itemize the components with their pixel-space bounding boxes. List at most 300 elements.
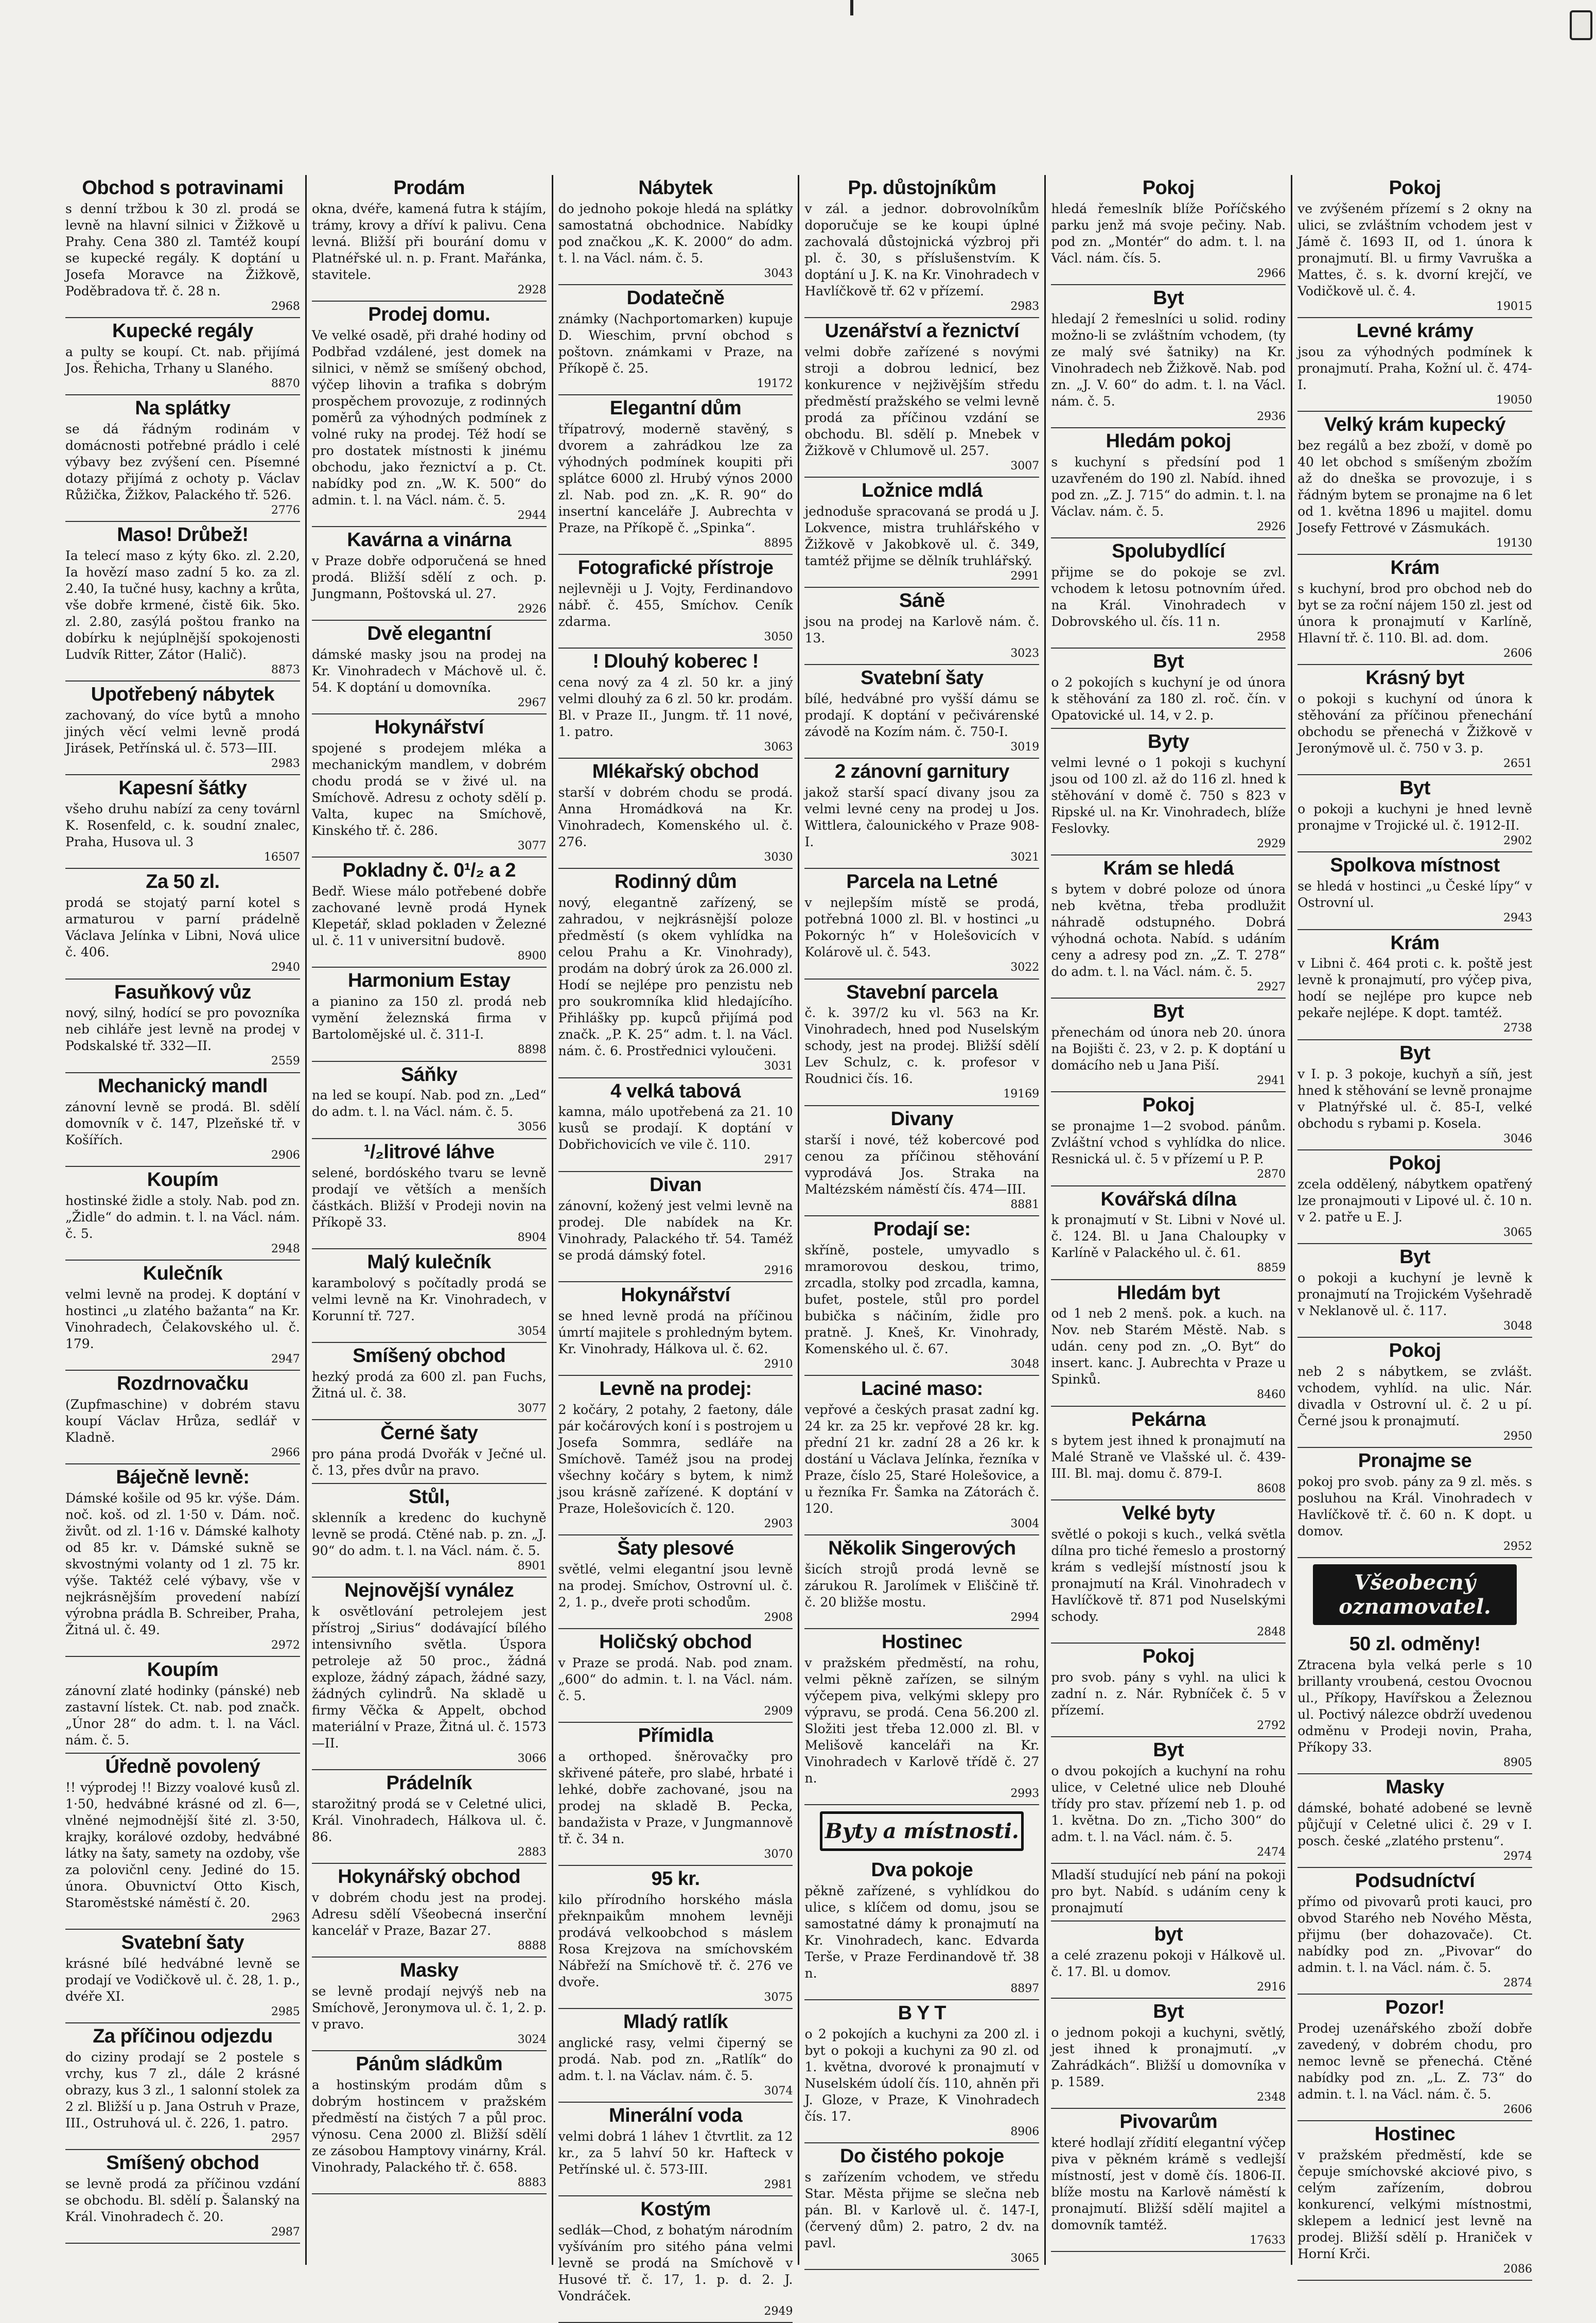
classified-ad <box>1297 318 1532 412</box>
classified-ad <box>1297 852 1532 930</box>
ad-number: 2928 <box>517 283 547 296</box>
ad-heading: Masky <box>399 1960 459 1982</box>
classified-ad <box>804 869 1039 979</box>
ad-heading: Pokoj <box>1142 177 1195 199</box>
ad-number: 3043 <box>764 267 793 280</box>
ad-heading: Spolubydlící <box>1112 540 1225 563</box>
ad-number: 2950 <box>1503 1429 1532 1443</box>
ad-heading: Černé šaty <box>380 1422 478 1444</box>
ad-heading: Laciné maso: <box>861 1377 983 1400</box>
ad-number: 3023 <box>1010 647 1040 660</box>
classified-ad <box>312 1484 547 1578</box>
ad-text: se dá řádným rodinám v domácnosti potřebné prádlo i celé výbavy bez zvýšení cen. Písemné dotazy přijímá z ochoty p. Václav Růžička, Žižkov, Palackého tř. 526. <box>65 422 300 503</box>
ad-number: 3030 <box>764 851 793 864</box>
ad-heading: Nábytek <box>638 177 713 199</box>
ad-text: hledá řemeslník blíže Poříčského parku jenž má svoje pečiny. Nab. pod zn. „Montér“ do adm. t. l. na Václ. nám. čís. 5. <box>1051 201 1286 266</box>
classified-ad <box>1051 175 1286 285</box>
ad-number: 2949 <box>764 2305 793 2318</box>
ad-text: krásné bílé hedvábné levně se prodají ve Vodičkově ul. č. 28, 1. p., dvéře XI. <box>65 1955 300 2004</box>
ad-number: 2917 <box>764 1154 793 1167</box>
ad-number: 2086 <box>1503 2263 1532 2276</box>
classified-ad <box>65 1657 300 1754</box>
ad-text: s kuchyní, brod pro obchod neb do byt se za roční nájem 150 zl. jest od února k pronajmutí v Karlíně, Hlavní tř. č. 110. Bl. ad. dom. <box>1297 581 1532 646</box>
ad-heading: Velké byty <box>1121 1502 1215 1524</box>
ad-heading: 95 kr. <box>651 1868 700 1890</box>
ad-heading: Pokladny č. 0¹/₂ a 2 <box>342 860 516 882</box>
classified-ad <box>65 2150 300 2244</box>
ad-text: zánovní, kožený jest velmi levně na prodej. Dle nabídek na Kr. Vinohrady, Palackého tř. 54. Taméž se prodá dámský fotel. <box>558 1198 793 1263</box>
section-heading: Všeobecný oznamovatel. <box>1313 1564 1517 1625</box>
ad-text: nový, silný, hodící se pro povozníka neb cihláře jest levně na prodej v Podskalské tř. 332—II. <box>65 1005 300 1054</box>
ad-heading: byt <box>1154 1923 1183 1945</box>
classified-ad <box>558 1376 793 1535</box>
ad-text: a celé zrazenu pokoji v Hálkově ul. č. 17. Bl. u domov. <box>1051 1947 1286 1979</box>
ad-heading: Pokoj <box>1142 1094 1195 1116</box>
ad-text: pro pána prodá Dvořák v Ječné ul. č. 13, přes dvůr na pravo. <box>311 1446 547 1478</box>
classified-ad <box>804 980 1039 1106</box>
ad-heading: Přímidla <box>638 1725 713 1747</box>
ad-heading: Mlékařský obchod <box>592 761 759 783</box>
ad-text: přenechám od února neb 20. února na Bojišti č. 23, v 2. p. K doptání u domácího neb u Jana Piší. <box>1051 1025 1286 1073</box>
ad-heading: Pp. důstojníkům <box>848 177 996 199</box>
classified-ad <box>1051 1644 1286 1737</box>
classified-ad <box>804 1216 1039 1376</box>
ad-text: pěkně zařízené, s vyhlídkou do ulice, s klíčem od domu, jsou se samostatné dámy k pronajmutí na Kr. Vinohradech, kanc. Edvarda Terše, v Praze Ferdinandově tř. 38 n. <box>804 1883 1040 1981</box>
ad-heading: Báječně levně: <box>116 1466 250 1488</box>
ad-text: Dámské košile od 95 kr. výše. Dám. noč. koš. od zl. 1·50 v. Dám. noč. živůt. od zl. 1·16 v. Dámské kalhoty od 85 kr. v. Dámské sukně se skvostnými volanty od 1 zl. 75 kr. výše. Taktéž celé výbavy, vše v nejkrásnějším provedení nabízí výrobna prádla B. Schreiber, Praha, Žitná ul. č. 49. <box>65 1490 300 1637</box>
ad-text: hezký prodá za 600 zl. pan Fuchs, Žitná ul. č. 38. <box>311 1369 547 1401</box>
ad-text: hledají 2 řemeslníci u solid. rodiny možno-li se zvláštním vchodem, (ty ze malý své šatniky) na Kr. Vinohradech neb Žižkově. Nab. pod zn. „J. V. 60“ do adm. t. l. na Václ. nám. č. 5. <box>1051 311 1286 409</box>
ad-text: (Zupfmaschine) v dobrém stavu koupí Václav Hrůza, sedlář v Kladně. <box>65 1396 300 1445</box>
ad-number: 2926 <box>1257 520 1286 534</box>
ad-heading: Pivovarům <box>1119 2111 1218 2133</box>
ad-text: na led se koupí. Nab. pod zn. „Led“ do adm. t. l. na Václ. nám. č. 5. <box>311 1088 547 1120</box>
classified-ad <box>804 1535 1039 1629</box>
ad-heading: ! Dlouhý koberec ! <box>592 651 759 673</box>
ad-number: 8873 <box>271 663 300 677</box>
ad-text: Ia telecí maso z kýty 6ko. zl. 2.20, Ia hovězí maso zadní 5 ko. za zl. 2.40, Ia tučné husy, kachny a krůta, vše dobře krmené, čistě 6ik. 5ko. zl. 2.80, zasýlá poštou franko na dobírku k nejúplnější spokojenosti Ludvík Ritter, Zátor (Halič). <box>65 548 300 662</box>
classified-ad <box>1051 1092 1286 1186</box>
ad-text: velmi levné o 1 pokoji s kuchyní jsou od 100 zl. až do 116 zl. hned k stěhování v domě č. 750 s 823 v Ripské ul. na Kr. Vinohradech, blíže Feslovky. <box>1051 755 1286 836</box>
classified-ad <box>1051 855 1286 999</box>
classified-ad <box>558 869 793 1078</box>
ad-heading: Divany <box>890 1108 954 1130</box>
classified-ad <box>312 527 547 621</box>
classified-ad <box>1297 1040 1532 1150</box>
ad-heading: Upotřebený nábytek <box>91 684 275 706</box>
ad-text: s zařízením vchodem, ve středu Star. Města přijme se slečna neb pán. Bl. v Karlově ul. č. 147-I, (červený dům) 2. patro, 2 dv. na pavl. <box>804 2170 1040 2251</box>
classified-ad <box>1051 428 1286 538</box>
ad-heading: Pokoj <box>1142 1645 1195 1667</box>
ad-number: 2906 <box>271 1148 300 1162</box>
classified-ad <box>558 1282 793 1376</box>
ad-heading: Pozor! <box>1385 1997 1445 2019</box>
ad-number: 2974 <box>1503 1849 1532 1863</box>
ad-heading: Kulečník <box>143 1262 223 1284</box>
ad-text: od 1 neb 2 menš. pok. a kuch. na Nov. neb Starém Městě. Nab. s udán. ceny pod zn. „O. Byt“ do insert. kanc. J. Aubrechta v Praze u Spinků. <box>1051 1306 1286 1387</box>
ad-number: 2738 <box>1503 1022 1532 1035</box>
classified-ad <box>804 588 1039 665</box>
classified-ad <box>65 2023 300 2150</box>
classified-ad <box>1297 930 1532 1040</box>
ad-heading: Sáně <box>899 590 945 612</box>
ad-text: s kuchyní s předsíní pod 1 uzavřeném do 190 zl. Nabíd. ihned pod zn. „Z. J. 715“ do admin. t. l. na Václav. nám. č. 5. <box>1051 455 1286 519</box>
classified-ad <box>65 1261 300 1371</box>
ad-text: starší v dobrém chodu se prodá. Anna Hromádková na Kr. Vinohradech, Komenského ul. č. 276. <box>558 785 793 850</box>
ad-text: starší i nové, též kobercové pod cenou za příčinou stěhování vyprodává Jos. Straka na Maltézském náměstí čís. 474—III. <box>804 1132 1040 1197</box>
ad-text: o pokoji a kuchyni je hned levně pronajme v Trojické ul. č. 1912-II. <box>1297 801 1532 833</box>
classified-ad <box>1297 1150 1532 1244</box>
ad-text: v dobrém chodu jest na prodej. Adresu sdělí Všeobecná inserční kancelář v Praze, Bazar 27. <box>311 1890 547 1938</box>
classified-ad <box>1297 665 1532 775</box>
ad-heading: Nejnovější vynález <box>344 1579 514 1601</box>
ad-number: 3070 <box>764 1847 793 1861</box>
ad-text: velmi levně na prodej. K doptání v hostinci „u zlatého bažanta“ na Kr. Vinohradech, Čelakovského ul. č. 179. <box>65 1286 300 1351</box>
classified-ad <box>312 1249 547 1343</box>
ad-heading: Fasuňkový vůz <box>114 981 251 1003</box>
ad-number: 8883 <box>517 2176 547 2190</box>
ad-heading: Smíšený obchod <box>353 1344 506 1367</box>
classified-ad <box>312 858 547 968</box>
classified-ad <box>1051 729 1286 855</box>
ad-heading: Dvě elegantní <box>367 623 492 645</box>
ad-number: 2957 <box>271 2132 300 2145</box>
classified-ad <box>312 1139 547 1249</box>
classified-ad <box>312 1864 547 1958</box>
ad-heading: Hokynářství <box>374 717 484 739</box>
ad-number: 8904 <box>517 1231 547 1244</box>
classified-ad <box>558 1866 793 2009</box>
ad-number: 3048 <box>1503 1319 1532 1333</box>
ad-text: se hledá v hostinci „u České lípy“ v Ostrovní ul. <box>1297 879 1532 911</box>
ad-number: 3007 <box>1010 459 1040 473</box>
ad-heading: Mladý ratlík <box>623 2011 728 2033</box>
classified-ad <box>312 1578 547 1770</box>
ad-heading: Masky <box>1385 1776 1444 1798</box>
classified-ad <box>1051 1922 1286 1999</box>
classified-ad <box>1297 175 1532 318</box>
classified-ad <box>1297 412 1532 555</box>
ad-number: 3050 <box>764 631 793 644</box>
classified-ad <box>1051 1737 1286 1864</box>
ad-text: se levně prodají nejvýš neb na Smíchově, Jeronymova ul. č. 1, 2. p. v pravo. <box>311 1983 547 2032</box>
ad-number: 19015 <box>1496 300 1532 313</box>
classified-ad <box>558 2196 793 2323</box>
ad-text: se levně prodá za příčinou vzdání se obchodu. Bl. sdělí p. Šalanský na Král. Vinohradech č. 20. <box>65 2176 300 2225</box>
ad-heading: Sáňky <box>401 1063 458 1086</box>
ad-number: 19169 <box>1003 1088 1040 1101</box>
ad-heading: Prodají se: <box>873 1218 971 1240</box>
ad-heading: Prádelník <box>386 1772 472 1794</box>
ad-heading: Hokynářský obchod <box>338 1865 521 1888</box>
ad-heading: Koupím <box>147 1659 219 1681</box>
classified-ad <box>558 759 793 869</box>
classified-ad <box>804 1376 1039 1535</box>
classified-ad <box>65 1464 300 1657</box>
ad-heading: Krám se hledá <box>1103 858 1234 880</box>
ad-number: 2348 <box>1257 2090 1286 2104</box>
ad-text: nový, elegantně zařízený, se zahradou, v nejkrásnější poloze předměstí (s okem vyhlídka na celou Prahu a Kr. Vinohrady), prodám na dobrý úrok za 26.000 zl. Hodí se nejlépe pro penzistu neb pro soukromníka klid hledajícího. Přihlášky pp. kupců přijímá pod značk. „P. K. 25“ adm. t. l. na Václ. nám. č. 6. Prostřednici vyloučeni. <box>558 895 793 1059</box>
ad-text: k osvětlování petrolejem jest přístroj „Sirius“ dodávající bílého intensivního světla. Úspora petroleje až 50 proc., žádná exploze, žádný zápach, žádné sazy, žádných cylindrů. Na skladě u firmy Věčka & Appelt, obchod materiální v Praze, Žitná ul. č. 1573—II. <box>311 1603 547 1751</box>
ad-heading: ¹/₂litrové láhve <box>363 1141 495 1163</box>
classified-ad <box>65 1167 300 1261</box>
ad-heading: Rodinný dům <box>614 871 737 893</box>
ad-text: přijme se do pokoje se zvl. vchodem k letosu potnovním úřed. na Král. Vinohradech v Dobrovského ul. čís. 11 n. <box>1051 565 1286 630</box>
ad-heading: Pronajme se <box>1358 1449 1472 1472</box>
ad-number: 3063 <box>764 741 793 754</box>
ad-text: 2 kočáry, 2 potahy, 2 faetony, dále pár kočárových koní i s postrojem u Josefa Sommra, sedláře na Smíchově. Taméž jsou na prodej všechny kočáry s bytem, k nimž jsou krásně zařízené. K doptání v Praze, Holešovicích č. 120. <box>558 1402 793 1516</box>
classified-ad <box>65 1754 300 1930</box>
column-5 <box>1046 175 1292 2265</box>
ad-heading: Krám <box>1390 932 1440 954</box>
ad-heading: Byt <box>1153 1001 1184 1023</box>
ad-text: o 2 pokojích a kuchyni za 200 zl. i byt o pokoji a kuchyni za 90 zl. od 1. května, dvorové k pronajmutí v Nuselském údolí čís. 110, ahněn při J. Gloze, v Praze, K Vinohradech čís. 17. <box>804 2026 1040 2124</box>
ad-text: k pronajmutí v St. Libni v Nové ul. č. 124. Bl. u Jana Chaloupky v Karlíně v Palackého ul. č. 61. <box>1051 1212 1286 1261</box>
ad-number: 2985 <box>271 2005 300 2018</box>
ad-text: jsou na prodej na Karlově nám. č. 13. <box>804 614 1040 646</box>
ad-text: jsou za výhodných podmínek k pronajmutí. Praha, Kožní ul. č. 474-I. <box>1297 344 1532 392</box>
ad-heading: Byt <box>1153 287 1184 309</box>
ad-text: Mladší studující neb pání na pokoji pro byt. Nabíd. s udáním ceny k pronajmutí <box>1051 1867 1286 1915</box>
classified-ad <box>65 175 300 318</box>
classified-ad <box>65 682 300 775</box>
classified-ad <box>1051 538 1286 649</box>
ad-number: 3077 <box>517 840 547 853</box>
ad-text: zánovní levně se prodá. Bl. sdělí domovník v č. 147, Plzeňské tř. v Košířích. <box>65 1099 300 1147</box>
ad-heading: Hokynářství <box>621 1284 730 1306</box>
ad-text: !! výprodej !! Bizzy voalové kusů zl. 1·50, hedvábné krásné od zl. 6—, vlněné nejmodnější šité zl. 3·50, krajky, korálové ozdoby, hedvábné látky na šaty, samety na ozdoby, vše za polovičnl ceny. Jediné do 15. února. Obuvnictví Otto Kisch, Staroměstské náměstí č. 20. <box>65 1779 300 1910</box>
ad-heading: 50 zl. odměny! <box>1349 1633 1481 1655</box>
ad-number: 2958 <box>1257 631 1286 644</box>
ad-number: 2902 <box>1503 834 1532 848</box>
ad-heading: Podsudníctví <box>1355 1870 1475 1892</box>
clip-mark <box>1570 10 1592 40</box>
classified-ad <box>65 318 300 395</box>
classified-ad <box>1051 2109 1286 2252</box>
ad-text: vepřové a českých prasat zadní kg. 24 kr. za 25 kr. vepřové 28 kr. kg. přední 21 kr. zadní 28 a 26 kr. k dostání u Václava Jelínka, řezníka v Praze, číslo 25, Staré Holešovice, a u řezníka Fr. Šamka na Zátorách č. 120. <box>804 1402 1040 1516</box>
ad-text: bez regálů a bez zboží, v domě po 40 let obchod s smíšeným zbožím až do dneška se provozuje, i s řádným bytem se pronajme na 6 let od 1. května 1896 u majitel. domu Josefy Fettrové v Zásmukách. <box>1297 438 1532 536</box>
ad-heading: Dodatečně <box>626 287 725 309</box>
classified-columns <box>60 175 1537 2318</box>
ad-number: 8905 <box>1503 1756 1532 1769</box>
ad-number: 2606 <box>1503 647 1532 660</box>
ad-number: 2952 <box>1503 1540 1532 1553</box>
ad-number: 19172 <box>757 377 793 390</box>
ad-text: známky (Nachportomarken) kupuje D. Wieschim, první obchod s poštovn. známkami v Praze, na Příkopě č. 25. <box>558 311 793 376</box>
classified-ad <box>1297 1244 1532 1338</box>
ad-heading: Spolkova místnost <box>1330 854 1500 877</box>
ad-number: 2903 <box>764 1517 793 1530</box>
ad-text: sklenník a kredenc do kuchyně levně se prodá. Ctěné nab. p. zn. „J. 90“ do adm. t. l. na Václ. nám. č. 5. <box>311 1510 547 1558</box>
ad-heading: Pekárna <box>1131 1408 1206 1430</box>
ad-number: 3048 <box>1010 1357 1040 1371</box>
classified-ad <box>558 1078 793 1172</box>
ad-heading: Několik Singerových <box>828 1537 1016 1559</box>
ad-number: 2983 <box>1010 300 1040 313</box>
ad-heading: Úředně povolený <box>105 1755 260 1777</box>
ad-text: v Praze dobře odporučená se hned prodá. Bližší sdělí z och. p. Jungmann, Poštovská ul. 27. <box>311 553 547 602</box>
ad-heading: Krám <box>1390 557 1440 579</box>
ad-text: ve zvýšeném přízemí s 2 okny na ulici, se zvláštním vchodem jest v Jámě č. 1693 II, od 1. února k pronajmutí. Bl. u firmy Vavruška a Mattes, č. s. k. dvorní krejčí, ve Vodičkově ul. č. 4. <box>1297 201 1532 299</box>
ad-number: 2606 <box>1503 2103 1532 2117</box>
ad-number: 2941 <box>1257 1074 1286 1088</box>
ad-heading: Krásný byt <box>1365 667 1464 689</box>
ad-text: které hodlají zřídití elegantní výčep piva v pěkném krámě s vedlejší místností, jest v domě čís. 1806-II. blíže mostu na Karlově náměstí k pronajmutí. Bližší sdělí majitel a domovník tamtéž. <box>1051 2135 1286 2233</box>
ad-number: 2792 <box>1257 1719 1286 1732</box>
classified-ad <box>804 759 1039 869</box>
ad-heading: Za příčinou odjezdu <box>93 2025 273 2048</box>
ad-text: v pražském předměstí, na rohu, velmi pěkně zařízen, se silným výčepem piva, velkými sklepy pro výpravu, se prodá. Cena 56.200 zl. Složiti jest třeba 12.000 zl. Bl. v Melišově kanceláři na Kr. Vinohradech v Karlově třídě č. 27 n. <box>804 1655 1040 1786</box>
ad-text: zánovní zlaté hodinky (pánské) neb zastavní lístek. Ct. nab. pod značk. „Únor 28“ do adm. t. l. na Václ. nám. č. 5. <box>65 1683 300 1748</box>
ad-text: v Libni č. 464 proti c. k. poště jest levně k pronajmutí, pro výčep piva, hodí se nejlépe pro kupce neb pekaře nejlépe. K dopt. tamtéž. <box>1297 956 1532 1021</box>
ad-number: 3031 <box>764 1060 793 1073</box>
ad-number: 2993 <box>1010 1787 1040 1800</box>
ad-text: s bytem jest ihned k pronajmutí na Malé Straně ve Vlašské ul. č. 439-III. Bl. maj. domu č. 879-I. <box>1051 1433 1286 1481</box>
classified-ad <box>1297 775 1532 852</box>
ad-heading: Parcela na Letné <box>846 871 998 893</box>
classified-ad <box>312 1062 547 1139</box>
ad-text: pokoj pro svob. pány za 9 zl. měs. s posluhou na Král. Vinohradech v Havlíčkově tř. č. 60 n. K dopt. u domov. <box>1297 1474 1532 1539</box>
ad-number: 2944 <box>517 509 547 522</box>
classified-ad <box>312 1958 547 2051</box>
ad-text: šicích strojů prodá levně se zárukou R. Jarolímek v Eliščině tř. č. 20 bližše mostu. <box>804 1561 1040 1610</box>
ad-number: 2991 <box>1010 570 1040 583</box>
ad-heading: Mechanický mandl <box>97 1075 268 1097</box>
ad-text: prodá se stojatý parní kotel s armaturou v parní prádelně Václava Jelínka v Libni, Nová ulice č. 406. <box>65 895 300 960</box>
ad-heading: Levné krámy <box>1356 320 1474 342</box>
ad-number: 8888 <box>517 1939 547 1952</box>
classified-ad <box>65 522 300 682</box>
classified-ad <box>558 2009 793 2103</box>
binding-mark <box>850 0 853 15</box>
classified-ad <box>65 1930 300 2023</box>
ad-number: 2940 <box>271 961 300 974</box>
ad-text: pro svob. pány s vyhl. na ulici k zadní n. z. Nár. Rybníček č. 5 v přízemí. <box>1051 1669 1286 1718</box>
ad-text: zcela oddělený, nábytkem opatřený lze pronajmouti v Lipové ul. č. 10 n. v 2. patře u E. J. <box>1297 1176 1532 1225</box>
ad-heading: Prodám <box>393 177 465 199</box>
ad-number: 2966 <box>1257 267 1286 280</box>
classified-ad <box>312 1770 547 1864</box>
classified-ad <box>312 302 547 527</box>
ad-heading: Byt <box>1153 2001 1184 2023</box>
ad-text: o jednom pokoji a kuchyni, světlý, jest ihned k pronajmutí. „v Zahrádkách“. Bližší u domovníka v p. 1589. <box>1051 2024 1286 2089</box>
ad-heading: Rozdrnovačku <box>117 1372 249 1394</box>
ad-number: 8900 <box>517 950 547 963</box>
ad-text: Ztracena byla velká perle s 10 brillanty vroubená, cestou Ovocnou ul., Příkopy, Havířskou a Železnou ul. Poctivý nálezce obdrží uvedenou odměnu v Prodeji novin, Praha, Příkopy 33. <box>1297 1657 1532 1755</box>
classified-ad <box>1051 1407 1286 1500</box>
ad-heading: Hostinec <box>882 1631 962 1653</box>
ad-heading: Hostinec <box>1374 2123 1455 2145</box>
ad-text: v zál. a jednor. dobrovolníkům doporučuje se ke koupi úplné zachovalá důstojnická výzbroj při pl. č. 30, s příslušenstvím. K doptání u J. K. na Kr. Vinohradech v Havlíčkově tř. 62 v přízemí. <box>804 201 1040 299</box>
classified-ad <box>1051 1999 1286 2109</box>
ad-heading: Pánům sládkům <box>356 2053 503 2075</box>
classified-ad <box>1051 1186 1286 1280</box>
classified-ad <box>65 1073 300 1167</box>
ad-number: 19050 <box>1496 393 1532 407</box>
classified-ad <box>804 478 1039 588</box>
ad-text: hostinské židle a stoly. Nab. pod zn. „Židle“ do admin. t. l. na Václ. nám. č. 5. <box>65 1193 300 1241</box>
ad-number: 3022 <box>1010 961 1040 974</box>
classified-ad <box>65 980 300 1073</box>
ad-text: neb 2 s nábytkem, se zvlášt. vchodem, vyhlíd. na ulic. Nár. divadla v Ostrovní ul. č. 2 u pí. Černé jsou k pronajmutí. <box>1297 1364 1532 1428</box>
ad-number: 3077 <box>517 1402 547 1415</box>
classified-ad <box>312 1420 547 1484</box>
ad-heading: Na splátky <box>135 397 231 420</box>
ad-text: s denní tržbou k 30 zl. prodá se levně na hlavní silnici v Žižkově u Prahy. Cena 380 zl. Tamtéž koupí se kupecké regály. K doptání u Josefa Moravce na Žižkově, Poděbradova tř. č. 28 n. <box>65 201 300 299</box>
ad-text: starožitný prodá se v Celetné ulici, Král. Vinohradech, Hálkova ul. č. 86. <box>311 1796 547 1844</box>
ad-text: sedlák—Chod, z bohatým národním vyšíváním pro sitého pána velmi levně se prodá na Smíchově v Husové tř. č. 17, 1. p. d. 2. J. Vondráček. <box>558 2223 793 2304</box>
ad-heading: Fotografické přístroje <box>577 557 774 579</box>
classified-ad <box>1051 649 1286 729</box>
ad-heading: Za 50 zl. <box>146 871 220 893</box>
ad-number: 2883 <box>517 1845 547 1859</box>
ad-heading: 2 zánovní garnitury <box>834 761 1009 783</box>
column-6 <box>1292 175 1537 2276</box>
ad-number: 3046 <box>1503 1132 1532 1145</box>
ad-number: 17633 <box>1250 2234 1286 2247</box>
ad-heading: Svatební šaty <box>861 667 984 689</box>
ad-heading: Stůl, <box>408 1486 450 1508</box>
ad-number: 3065 <box>1503 1226 1532 1239</box>
classified-ad <box>1297 555 1532 665</box>
ad-number: 2987 <box>271 2226 300 2239</box>
classified-ad <box>558 395 793 555</box>
ad-heading: Pokoj <box>1389 1152 1441 1174</box>
ad-heading: Šaty plesové <box>617 1537 734 1559</box>
classified-ad <box>558 649 793 759</box>
ad-heading: Do čistého pokoje <box>840 2145 1004 2168</box>
ad-heading: Pokoj <box>1389 1339 1441 1361</box>
classified-ad <box>804 2143 1039 2270</box>
classified-ad <box>312 714 547 858</box>
ad-text: okna, dvéře, kamená futra k stájím, trámy, krovy a dříví k palivu. Cena levná. Bližší při bourání domu v Platnéřské ul. n. p. Frant. Mařánka, stavitele. <box>311 201 547 282</box>
ad-text: v I. p. 3 pokoje, kuchyň a síň, jest hned k stěhování se levně pronajme v Platnýřské ul. č. 85-I, velké obchodu s rybami p. Kosela. <box>1297 1066 1532 1131</box>
ad-heading: Obchod s potravinami <box>82 177 284 199</box>
ad-number: 8895 <box>764 537 793 550</box>
ad-number: 8460 <box>1257 1388 1286 1402</box>
ad-heading: Divan <box>650 1174 702 1196</box>
ad-heading: Holičský obchod <box>599 1631 752 1653</box>
ad-number: 16507 <box>264 851 300 864</box>
ad-text: dámské, bohaté adobené se levně půjčují v Celetné ulici č. 29 v I. posch. české „zlatého prstenu“. <box>1297 1800 1532 1848</box>
ad-number: 2909 <box>764 1704 793 1718</box>
classified-ad <box>1297 1338 1532 1448</box>
ad-text: se pronajme 1—2 svobod. pánům. Zvláštní vchod s vyhlídka do nlice. Resnická ul. č. 5 v přízemí u P. P. <box>1051 1119 1286 1167</box>
ad-number: 2967 <box>517 696 547 710</box>
ad-number: 8898 <box>517 1043 547 1057</box>
ad-text: světlé o pokoji s kuch., velká světla dílna pro tiché řemeslo a prostorný krám s vedlejší místností jsou k pronajmutí na Král. Vinohradech v Havlíčkově tř. 871 pod Nuselskými schody. <box>1051 1526 1286 1624</box>
ad-text: Prodej uzenářského zboží dobře zavedený, v dobrém chodu, pro nemoc levně se přenechá. Ctěné nabídky pod zn. „L. Z. 73“ do admin. t. l. na Václ. nám. č. 5. <box>1297 2021 1532 2102</box>
classified-ad <box>1297 1995 1532 2121</box>
ad-number: 2926 <box>517 603 547 616</box>
ad-heading: Maso! Drůbež! <box>117 524 249 546</box>
ad-number: 2910 <box>764 1357 793 1371</box>
classified-ad <box>1297 2121 1532 2281</box>
classified-ad <box>312 175 547 302</box>
ad-heading: Svatební šaty <box>121 1931 244 1953</box>
classified-ad <box>1051 999 1286 1092</box>
ad-number: 2908 <box>764 1611 793 1624</box>
ad-heading: Koupím <box>147 1168 219 1191</box>
classified-ad <box>804 1106 1039 1216</box>
ad-number: 19130 <box>1496 537 1532 550</box>
ad-number: 2916 <box>1257 1980 1286 1994</box>
column-4 <box>799 175 1046 2265</box>
ad-number: 3004 <box>1010 1517 1040 1530</box>
ad-number: 2936 <box>1257 410 1286 423</box>
ad-number: 2972 <box>271 1638 300 1652</box>
ad-text: jakož starší spací divany jsou za velmi levné ceny na prodej u Jos. Wittlera, čalounického v Praze 908-I. <box>804 785 1040 850</box>
